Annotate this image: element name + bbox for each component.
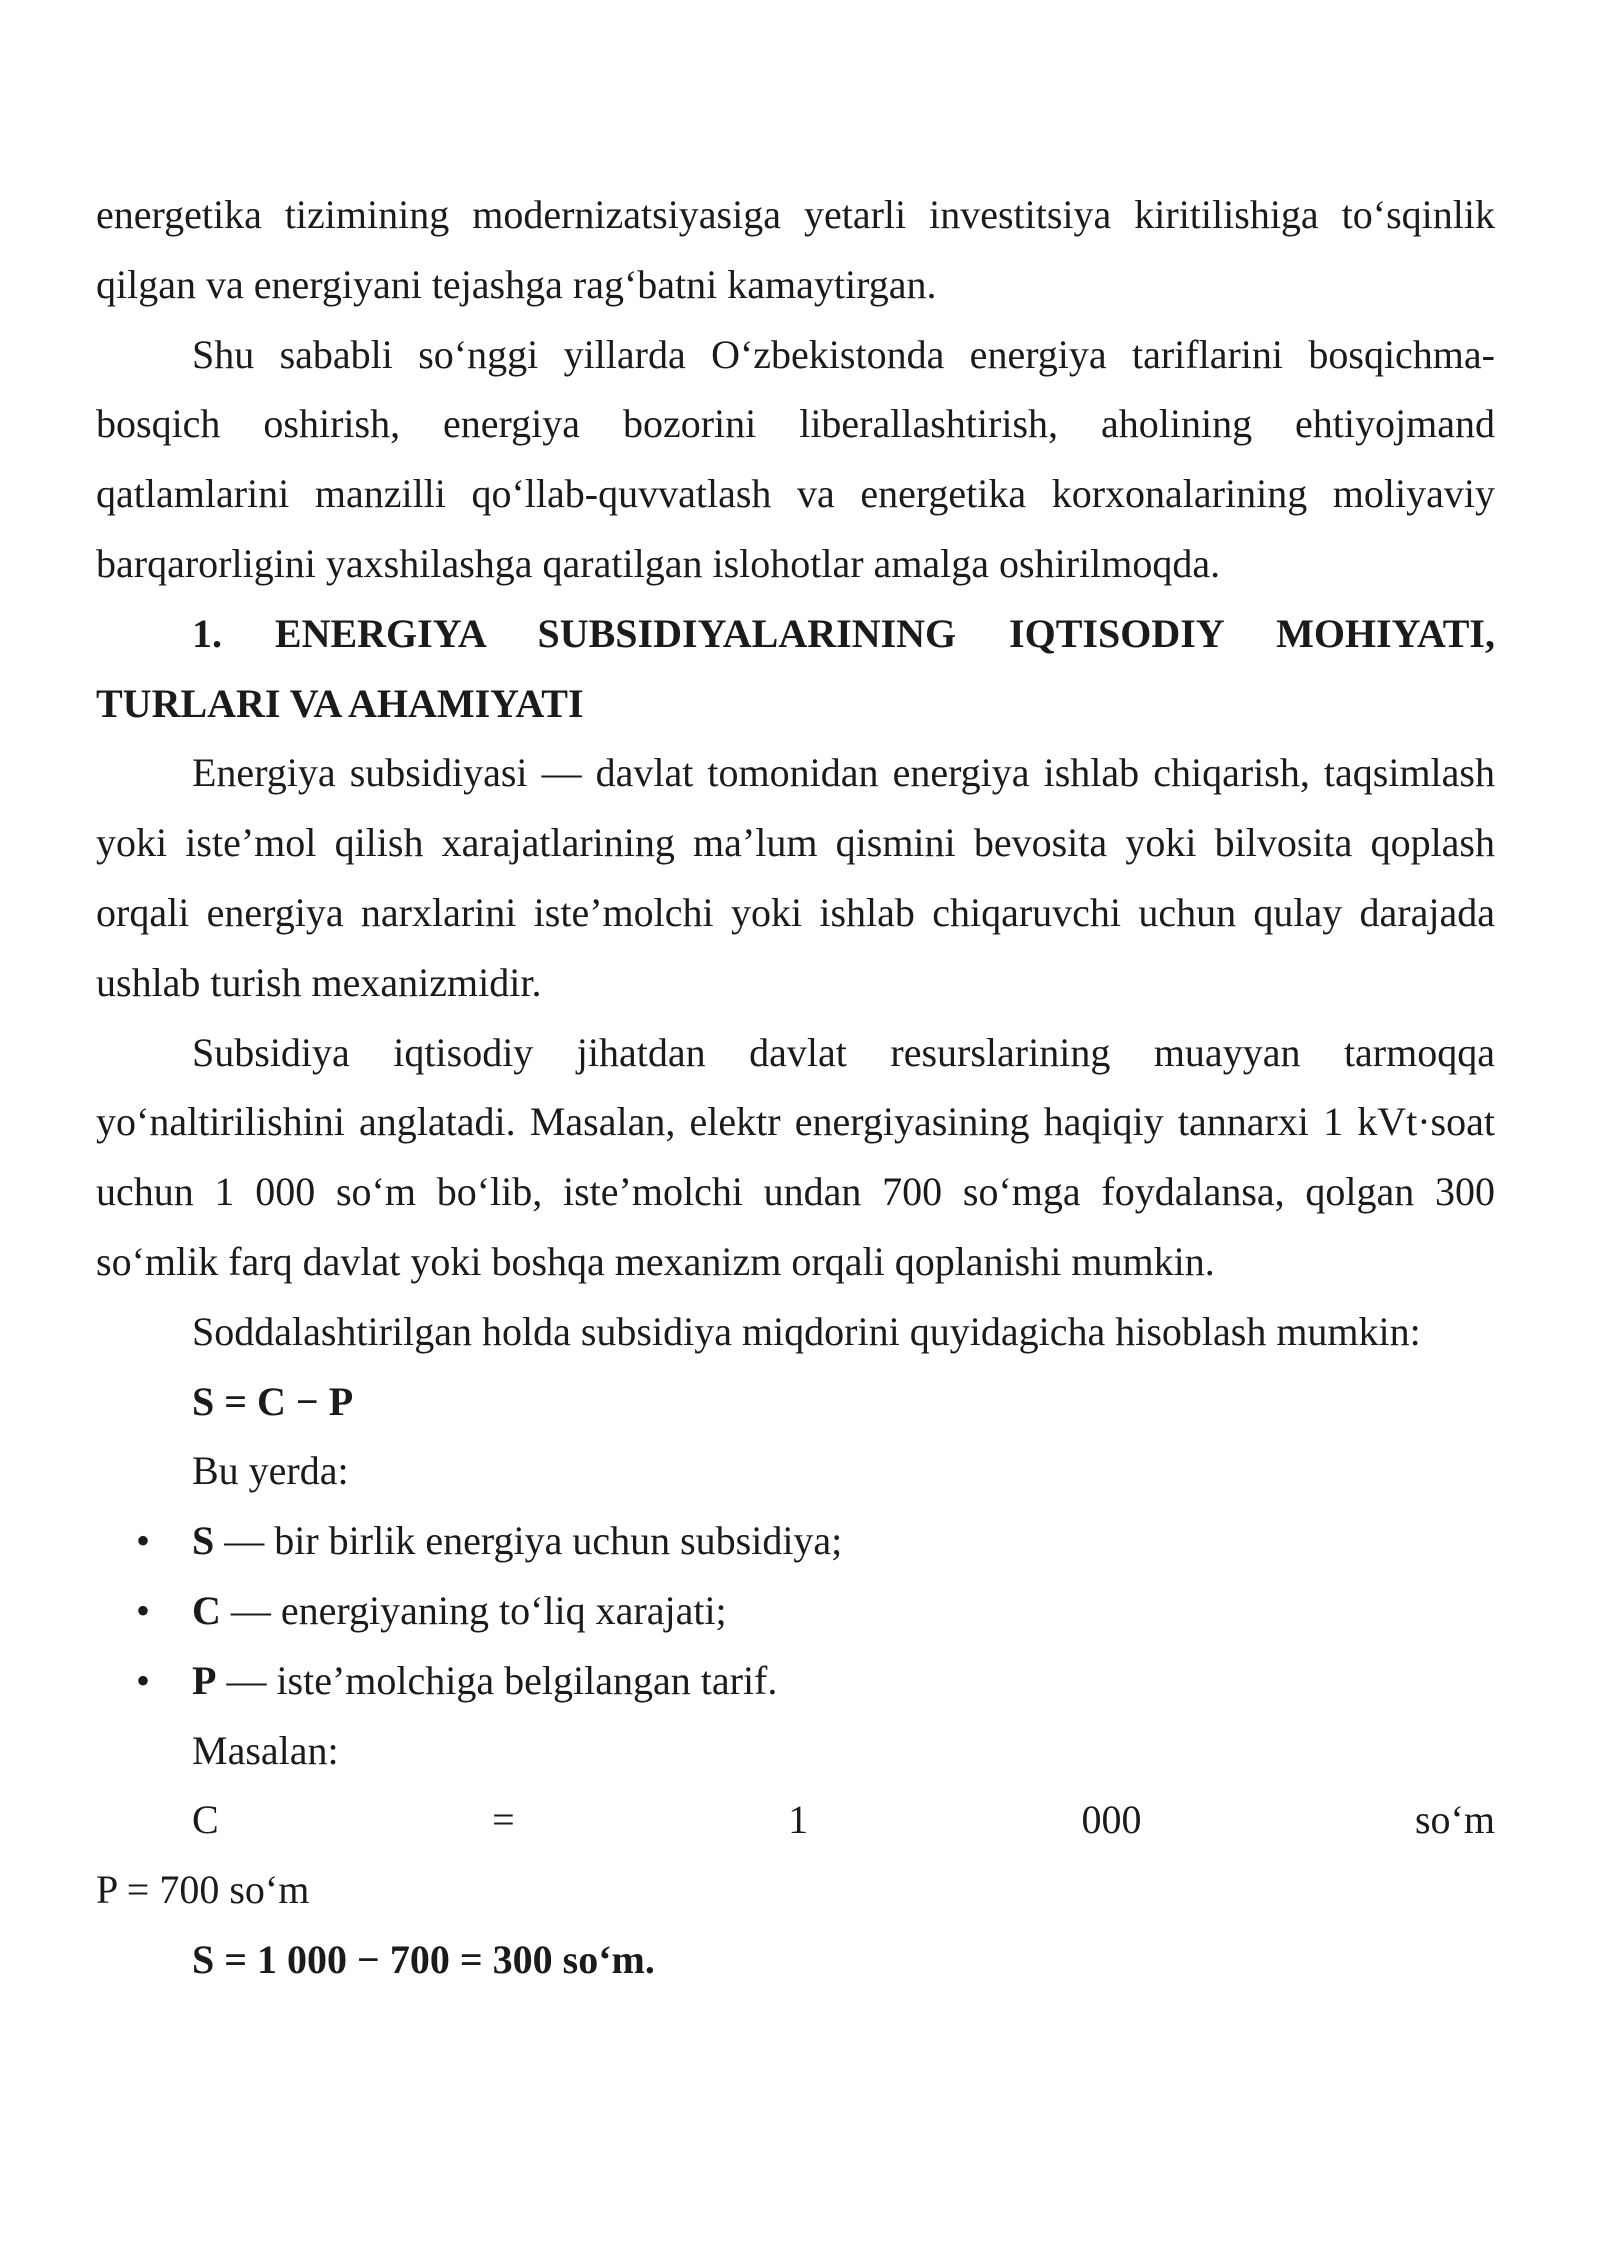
paragraph-reforms [96, 320, 1495, 599]
variable-definition: — iste’molchiga belgilangan tarif. [226, 1657, 778, 1703]
variable-list [96, 1506, 1495, 1715]
bullet-icon: • [136, 1657, 151, 1703]
paragraph-line: uchun 1 000 so‘m bo‘lib, iste’molchi undan 700 so‘mga foydalansa, qolgan 300 [96, 1169, 1495, 1215]
list-item [96, 1576, 1495, 1646]
example-result: S = 1 000 − 700 = 300 so‘m. [192, 1936, 655, 1982]
variable-term: P [192, 1657, 217, 1703]
paragraph-line: yoki iste’mol qilish xarajatlarining ma’lum qismini bevosita yoki bilvosita qoplash [96, 820, 1495, 866]
paragraph-line: so‘mlik farq davlat yoki boshqa mexanizm orqali qoplanishi mumkin. [96, 1238, 1215, 1284]
list-item [96, 1646, 1495, 1716]
variable-term: S [192, 1518, 215, 1564]
paragraph-line: qatlamlarini manzilli qo‘llab-quvvatlash va energetika korxonalarining moliyaviy [96, 471, 1495, 517]
formula-intro: Soddalashtirilgan holda subsidiya miqdorini quyidagicha hisoblash mumkin: [192, 1308, 1421, 1354]
example-line: P = 700 so‘m [96, 1867, 310, 1913]
paragraph-line: energetika tizimining modernizatsiyasiga yetarli investitsiya kiritilishiga to‘sqinlik [96, 192, 1495, 237]
paragraph-line: yo‘naltirilishini anglatadi. Masalan, elektr energiyasining haqiqiy tannarxi 1 kVt·soat [96, 1099, 1495, 1145]
paragraph-line: qilgan va energiyani tejashga rag‘batni kamaytirgan. [96, 261, 937, 307]
paragraph-line: Subsidiya iqtisodiy jihatdan davlat resurslarining muayyan tarmoqqa [192, 1029, 1495, 1075]
where-label: Bu yerda: [192, 1448, 349, 1494]
variable-definition: — bir birlik energiya uchun subsidiya; [224, 1518, 843, 1564]
paragraph-line: barqarorligini yaxshilashga qaratilgan islohotlar amalga oshirilmoqda. [96, 540, 1221, 586]
example-label: Masalan: [192, 1727, 339, 1773]
paragraph-line: bosqich oshirish, energiya bozorini liberallashtirish, aholining ehtiyojmand [96, 401, 1495, 447]
example-line: C = 1 000 so‘m [192, 1797, 1495, 1843]
bullet-icon: • [136, 1518, 151, 1564]
bullet-icon: • [136, 1587, 151, 1633]
heading-line: 1. ENERGIYA SUBSIDIYALARINING IQTISODIY MOHIYATI, [192, 610, 1495, 656]
paragraph-definition [96, 738, 1495, 1017]
paragraph-line: Energiya subsidiyasi — davlat tomonidan energiya ishlab chiqarish, taqsimlash [192, 750, 1495, 796]
paragraph-intro [96, 180, 1495, 320]
variable-definition: — energiyaning to‘liq xarajati; [230, 1587, 727, 1633]
formula: S = C − P [192, 1378, 354, 1424]
section-heading [96, 599, 1495, 739]
paragraph-line: orqali energiya narxlarini iste’molchi yoki ishlab chiqaruvchi uchun qulay darajada [96, 889, 1495, 935]
heading-line: TURLARI VA AHAMIYATI [96, 680, 584, 726]
list-item [96, 1506, 1495, 1576]
paragraph-line: Shu sababli so‘nggi yillarda O‘zbekistonda energiya tariflarini bosqichma- [192, 331, 1495, 377]
variable-term: C [192, 1587, 221, 1633]
paragraph-example [96, 1018, 1495, 1297]
paragraph-line: ushlab turish mexanizmidir. [96, 959, 542, 1005]
